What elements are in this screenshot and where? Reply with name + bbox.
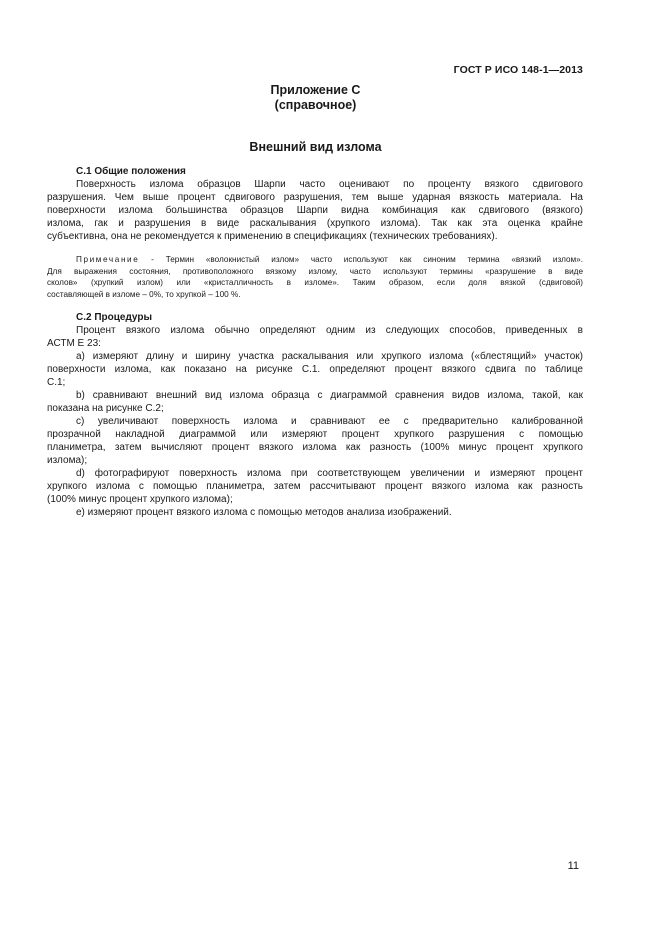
section-heading: С.2 Процедуры <box>76 312 153 323</box>
text-line: d) фотографируют поверхность излома при соответствующем увеличении и измеряют процент <box>76 468 583 479</box>
annex-subtitle: (справочное) <box>274 98 357 112</box>
text-line: поверхности излома, как показано на рисунке С.1. определяют процент вязкого сдвига по таблице <box>47 364 583 375</box>
section-procedures <box>47 311 583 519</box>
annex-title-block <box>0 83 631 113</box>
text-line: поверхности излома большинства образцов Шарпи видна комбинация как сдвигового (вязкого) <box>47 205 583 216</box>
text-line: (100% минус процент хрупкого излома); <box>47 494 233 505</box>
text-line: С.1; <box>47 377 66 388</box>
note-line: составляющей в изломе – 0%, то хрупкой – 100 %. <box>47 289 241 299</box>
text-line: b) сравнивают внешний вид излома образца с диаграммой сравнения видов излома, такой, как <box>76 390 583 401</box>
text-line: АСТМ Е 23: <box>47 338 101 349</box>
text-line: излома); <box>47 455 88 466</box>
text-line: планиметра, затем вычисляют процент вязкого излома как разность (100% минус процент хрупкого <box>47 442 583 453</box>
text-line: разрушения. Чем выше процент сдвигового разрушения, тем выше ударная вязкость материала. На <box>47 192 583 203</box>
section-general <box>47 165 583 243</box>
note-line: сколов» (хрупкий излом) или «кристалличность в изломе». Таким образом, если доля вязкой (сдвиговой) <box>47 278 583 287</box>
note-line: Для выражения состояния, противоположного вязкому излому, часто используют термины «разрушение в виде <box>47 266 583 276</box>
annex-name: Внешний вид излома <box>249 140 382 154</box>
text-line: а) измеряют длину и ширину участка раскалывания или хрупкого излома («блестящий» участок) <box>76 351 583 362</box>
text-line: прозрачной накладной диаграммой или измеряют процент хрупкого разрушения с помощью <box>47 429 583 440</box>
text-line: е) измеряют процент вязкого излома с помощью методов анализа изображений. <box>76 507 452 518</box>
text-line: излома, гак и разрушения в виде раскалывания (хрупкого излома). Так как эта оценка крайне <box>47 218 583 229</box>
section-heading: С.1 Общие положения <box>76 166 186 177</box>
standard-code: ГОСТ Р ИСО 148-1—2013 <box>453 64 583 76</box>
page-number: 11 <box>567 860 579 872</box>
note <box>47 254 583 300</box>
note-line <box>47 254 583 266</box>
text-line: Поверхность излома образцов Шарпи часто оценивают по проценту вязкого сдвигового <box>76 179 583 190</box>
annex-title: Приложение С <box>270 83 361 97</box>
text-line: Процент вязкого излома обычно определяют одним из следующих способов, приведенных в <box>76 325 583 336</box>
text-line: субъективна, она не рекомендуется к применению в спецификациях (технических требованиях). <box>47 231 498 242</box>
text-line: с) увеличивают поверхность излома и сравнивают ее с предварительно калиброванной <box>76 416 583 427</box>
text-line: хрупкого излома с помощью планиметра, затем рассчитывают процент вязкого излома как разность <box>47 481 583 492</box>
note-text: - Термин «волокнистый излом» часто используют как синоним термина «вязкий излом». <box>139 255 583 264</box>
note-label: Примечание <box>76 255 140 264</box>
text-line: показана на рисунке С.2; <box>47 403 164 414</box>
